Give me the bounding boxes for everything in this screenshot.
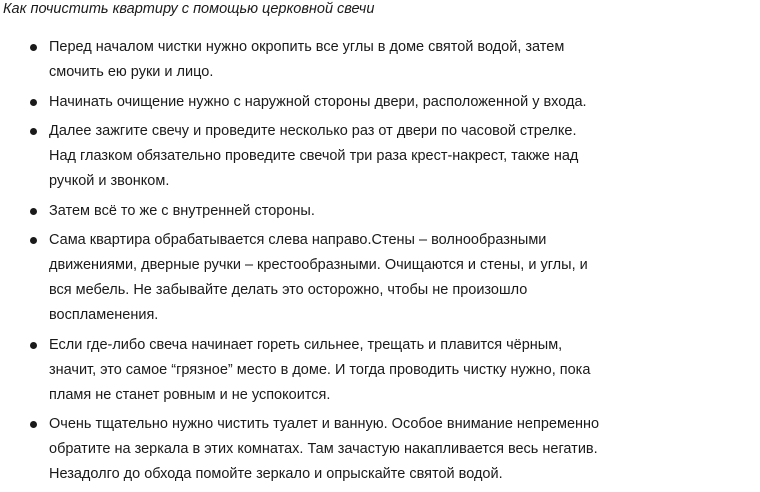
bullet-text-line: Начинать очищение нужно с наружной стороны двери, расположенной у входа. (49, 93, 587, 110)
list-item (0, 228, 740, 328)
bullet-text-line: Незадолго до обхода помойте зеркало и опрыскайте святой водой. (49, 466, 503, 482)
bullet-text-line: движениями, дверные ручки – крестообразными. Очищаются и стены, и углы, и (49, 257, 588, 273)
bullet-dot-icon (30, 342, 37, 349)
document-title: Как почистить квартиру с помощью церковной свечи (3, 1, 375, 17)
bullet-text-line: Если где-либо свеча начинает гореть сильнее, трещать и плавится чёрным, (49, 336, 563, 353)
bullet-list (0, 35, 740, 492)
list-item (0, 35, 740, 85)
bullet-text-line: вся мебель. Не забывайте делать это осторожно, чтобы не произошло (49, 282, 528, 298)
list-item (0, 90, 740, 115)
bullet-text-line: Над глазком обязательно проведите свечой три раза крест-накрест, также над (49, 148, 579, 164)
bullet-text-line: значит, это самое “грязное” место в доме. И тогда проводить чистку нужно, пока (49, 361, 591, 378)
bullet-text-line: смочить ею руки и лицо. (49, 64, 214, 80)
bullet-dot-icon (30, 237, 37, 244)
bullet-dot-icon (30, 99, 37, 106)
bullet-text-line: Перед началом чистки нужно окропить все углы в доме святой водой, затем (49, 39, 565, 55)
list-item (0, 333, 740, 408)
bullet-text-line: ручкой и звонком. (49, 173, 170, 189)
bullet-text-line: Очень тщательно нужно чистить туалет и ванную. Особое внимание непременно (49, 416, 600, 432)
bullet-dot-icon (30, 128, 37, 135)
bullet-dot-icon (30, 44, 37, 51)
bullet-text-line: воспламенения. (49, 307, 159, 323)
bullet-text-line: Далее зажгите свечу и проведите несколько раз от двери по часовой стрелке. (49, 123, 577, 139)
bullet-text-line: Сама квартира обрабатывается слева направо.Стены – волнообразными (49, 232, 547, 248)
bullet-text-line: обратите на зеркала в этих комнатах. Там зачастую накапливается весь негатив. (49, 441, 598, 457)
list-item (0, 199, 740, 224)
bullet-text-line: Затем всё то же с внутренней стороны. (49, 202, 315, 219)
list-item (0, 412, 740, 487)
bullet-dot-icon (30, 421, 37, 428)
bullet-text-line: пламя не станет ровным и не успокоится. (49, 386, 331, 403)
list-item (0, 119, 740, 194)
bullet-dot-icon (30, 208, 37, 215)
